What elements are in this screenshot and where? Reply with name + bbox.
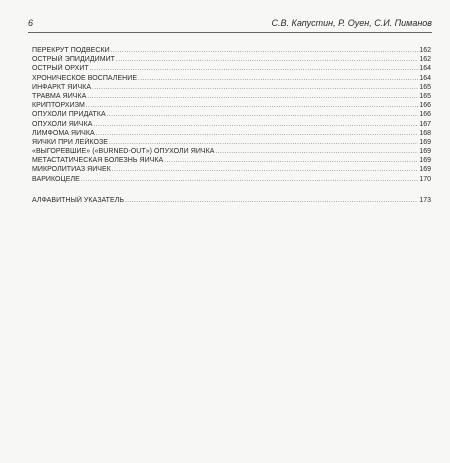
toc-entry-page: 173 [419, 196, 431, 204]
leader-dots [86, 102, 418, 110]
toc-entry-page: 169 [419, 148, 431, 156]
toc-entry-title: ВАРИКОЦЕЛЕ [32, 175, 80, 183]
toc-entry-title: ЯИЧКИ ПРИ ЛЕЙКОЗЕ [32, 138, 108, 146]
toc-entry-title: ХРОНИЧЕСКОЕ ВОСПАЛЕНИЕ [32, 74, 138, 82]
leader-dots [138, 75, 418, 83]
toc-entry-title: ПЕРЕКРУТ ПОДВЕСКИ [32, 47, 110, 54]
toc-entry-page: 169 [419, 166, 431, 174]
toc-entry-title: ОСТРЫЙ ОРХИТ [32, 65, 89, 73]
toc-entry-title: АЛФАВИТНЫЙ УКАЗАТЕЛЬ [32, 196, 124, 204]
leader-dots [93, 121, 418, 129]
toc-entry-title: «ВЫГОРЕВШИЕ» («BURNED-OUT») ОПУХОЛИ ЯИЧКА [32, 148, 215, 156]
page-number: 6 [28, 18, 34, 28]
toc-entry[interactable] [32, 83, 431, 92]
toc-entry-page: 165 [419, 83, 431, 91]
toc-entry-page: 164 [419, 65, 431, 73]
toc-entry-title: ОПУХОЛИ ПРИДАТКА [32, 111, 106, 119]
toc-entry-title: КРИПТОРХИЗМ [32, 102, 85, 110]
leader-dots [125, 197, 418, 205]
toc-entry-page: 166 [419, 102, 431, 110]
toc-entry-index[interactable] [32, 196, 431, 205]
leader-dots [112, 166, 418, 174]
leader-dots [81, 176, 418, 184]
toc-entry-page: 164 [419, 74, 431, 82]
leader-dots [87, 93, 418, 101]
toc-entry[interactable] [32, 46, 431, 55]
toc-entry-title: ОПУХОЛИ ЯИЧКА [32, 120, 93, 128]
section-gap [32, 184, 431, 196]
toc-entry-page: 166 [419, 111, 431, 119]
leader-dots [109, 139, 418, 147]
toc-entry-page: 162 [419, 47, 431, 54]
leader-dots [92, 84, 418, 92]
toc-entry-page: 162 [419, 56, 431, 64]
toc-entry[interactable] [32, 138, 431, 147]
table-of-contents [32, 46, 431, 205]
toc-entry[interactable] [32, 175, 431, 184]
toc-entry-page: 167 [419, 120, 431, 128]
toc-entry-page: 169 [419, 157, 431, 165]
toc-entry[interactable] [32, 74, 431, 83]
toc-entry[interactable] [32, 129, 431, 138]
toc-entry[interactable] [32, 92, 431, 101]
header-authors: С.В. Капустин, Р. Оуен, С.И. Пиманов [271, 18, 432, 28]
toc-entry-title: ОСТРЫЙ ЭПИДИДИМИТ [32, 56, 116, 64]
toc-entry[interactable] [32, 64, 431, 73]
toc-entry[interactable] [32, 165, 431, 174]
leader-dots [107, 111, 418, 119]
leader-dots [96, 130, 418, 138]
toc-entry-title: МЕТАСТАТИЧЕСКАЯ БОЛЕЗНЬ ЯИЧКА [32, 157, 164, 165]
toc-entry[interactable] [32, 147, 431, 156]
leader-dots [116, 56, 418, 64]
toc-entry-page: 170 [419, 175, 431, 183]
toc-entry[interactable] [32, 110, 431, 119]
toc-entry[interactable] [32, 101, 431, 110]
toc-entry-title: ЛИМФОМА ЯИЧКА [32, 129, 95, 137]
leader-dots [164, 157, 418, 165]
leader-dots [90, 65, 418, 73]
toc-entry-page: 168 [419, 129, 431, 137]
toc-entry-title: ИНФАРКТ ЯИЧКА [32, 83, 92, 91]
toc-entry-title: МИКРОЛИТИАЗ ЯИЧЕК [32, 166, 111, 174]
toc-entry[interactable] [32, 120, 431, 129]
toc-entry-page: 169 [419, 138, 431, 146]
toc-entry-page: 165 [419, 92, 431, 100]
running-header [28, 18, 432, 33]
leader-dots [215, 148, 418, 156]
toc-entry-title: ТРАВМА ЯИЧКА [32, 92, 87, 100]
toc-entry[interactable] [32, 156, 431, 165]
toc-entry[interactable] [32, 55, 431, 64]
leader-dots [111, 47, 418, 55]
